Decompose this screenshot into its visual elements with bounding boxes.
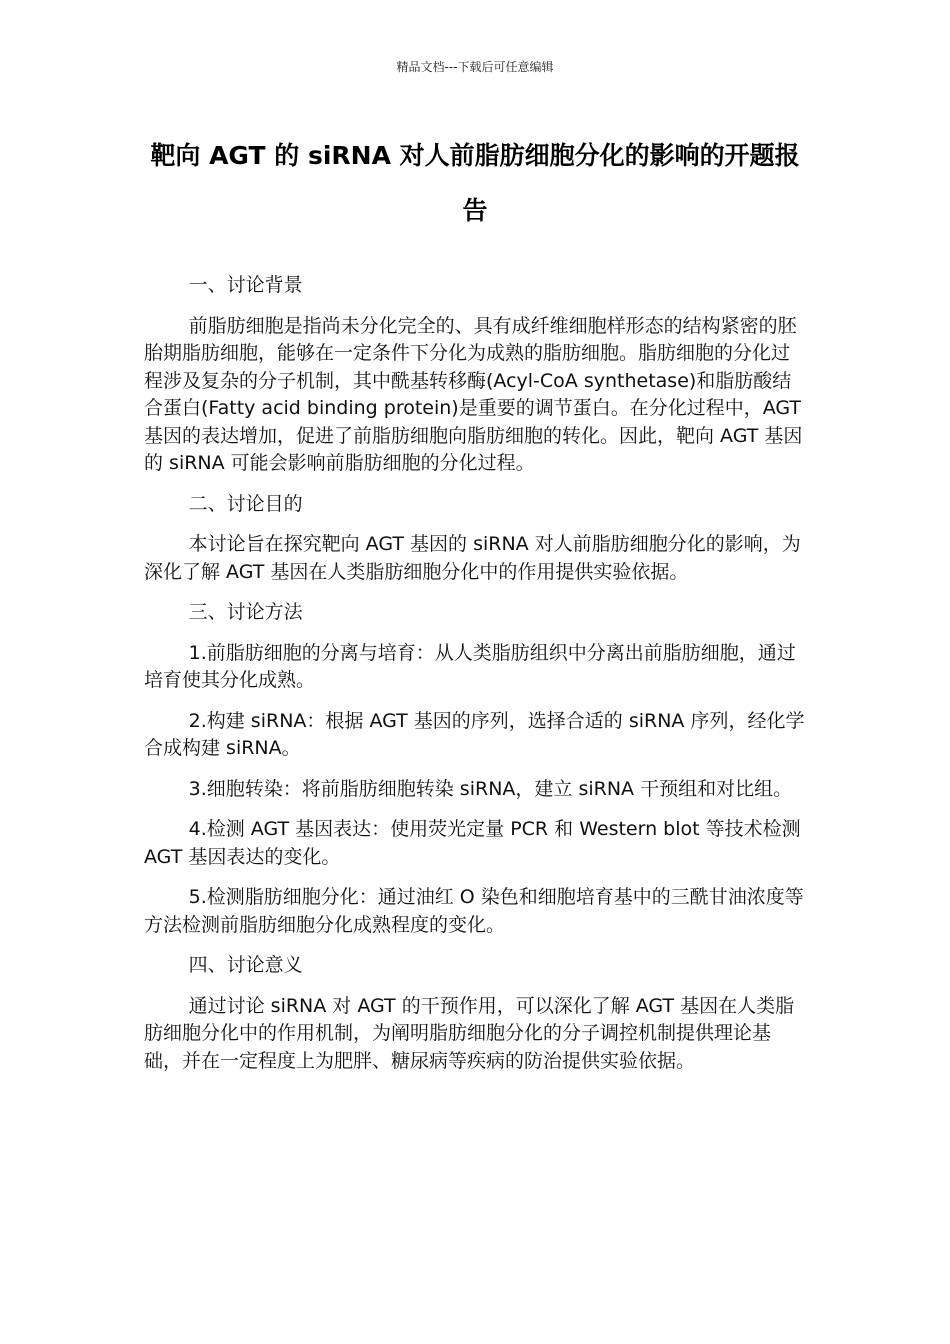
method-item: 4.检测 AGT 基因表达：使用荧光定量 PCR 和 Western blot 等技术检测 AGT 基因表达的变化。 [144,818,801,868]
method-item: 2.构建 siRNA：根据 AGT 基因的序列，选择合适的 siRNA 序列，经化学合成构建 siRNA。 [144,709,805,759]
section-heading-purpose: 二、讨论目的 [188,492,303,515]
paragraph-significance: 通过讨论 siRNA 对 AGT 的干预作用，可以深化了解 AGT 基因在人类脂肪细胞分化中的作用机制，为阐明脂肪细胞分化的分子调控机制提供理论基础，并在一定程度上为肥胖、糖尿病等疾病的防治提供实验依据。 [144,994,795,1072]
method-item: 1.前脂肪细胞的分离与培育：从人类脂肪组织中分离出前脂肪细胞，通过培育使其分化成熟。 [144,641,796,691]
method-item: 3.细胞转染：将前脂肪细胞转染 siRNA，建立 siRNA 干预组和对比组。 [188,777,793,800]
section-heading-background: 一、讨论背景 [188,274,303,296]
method-item: 5.检测脂肪细胞分化：通过油红 O 染色和细胞培育基中的三酰甘油浓度等方法检测前脂肪细胞分化成熟程度的变化。 [144,886,804,936]
paragraph-background: 前脂肪细胞是指尚未分化完全的、具有成纤维细胞样形态的结构紧密的胚胎期脂肪细胞，能够在一定条件下分化为成熟的脂肪细胞。脂肪细胞的分化过程涉及复杂的分子机制，其中酰基转移酶(Acyl-CoA synthetase)和脂肪酸结合蛋白(Fatty acid binding protein)是重要的调节蛋白。在分化过程中，AGT 基因的表达增加，促进了前脂肪细胞向脂肪细胞的转化。因此，靶向 AGT 基因的 siRNA 可能会影响前脂肪细胞的分化过程。 [144,314,803,474]
page-header-note: 精品文档---下载后可任意编辑 [396,60,554,74]
paragraph-purpose: 本讨论旨在探究靶向 AGT 基因的 siRNA 对人前脂肪细胞分化的影响，为深化了解 AGT 基因在人类脂肪细胞分化中的作用提供实验依据。 [144,533,801,583]
section-heading-methods: 三、讨论方法 [188,601,303,623]
document-title: 靶向 AGT 的 siRNA 对人前脂肪细胞分化的影响的开题报告 [150,141,800,225]
document-body [144,272,806,1088]
section-heading-significance: 四、讨论意义 [188,954,303,976]
